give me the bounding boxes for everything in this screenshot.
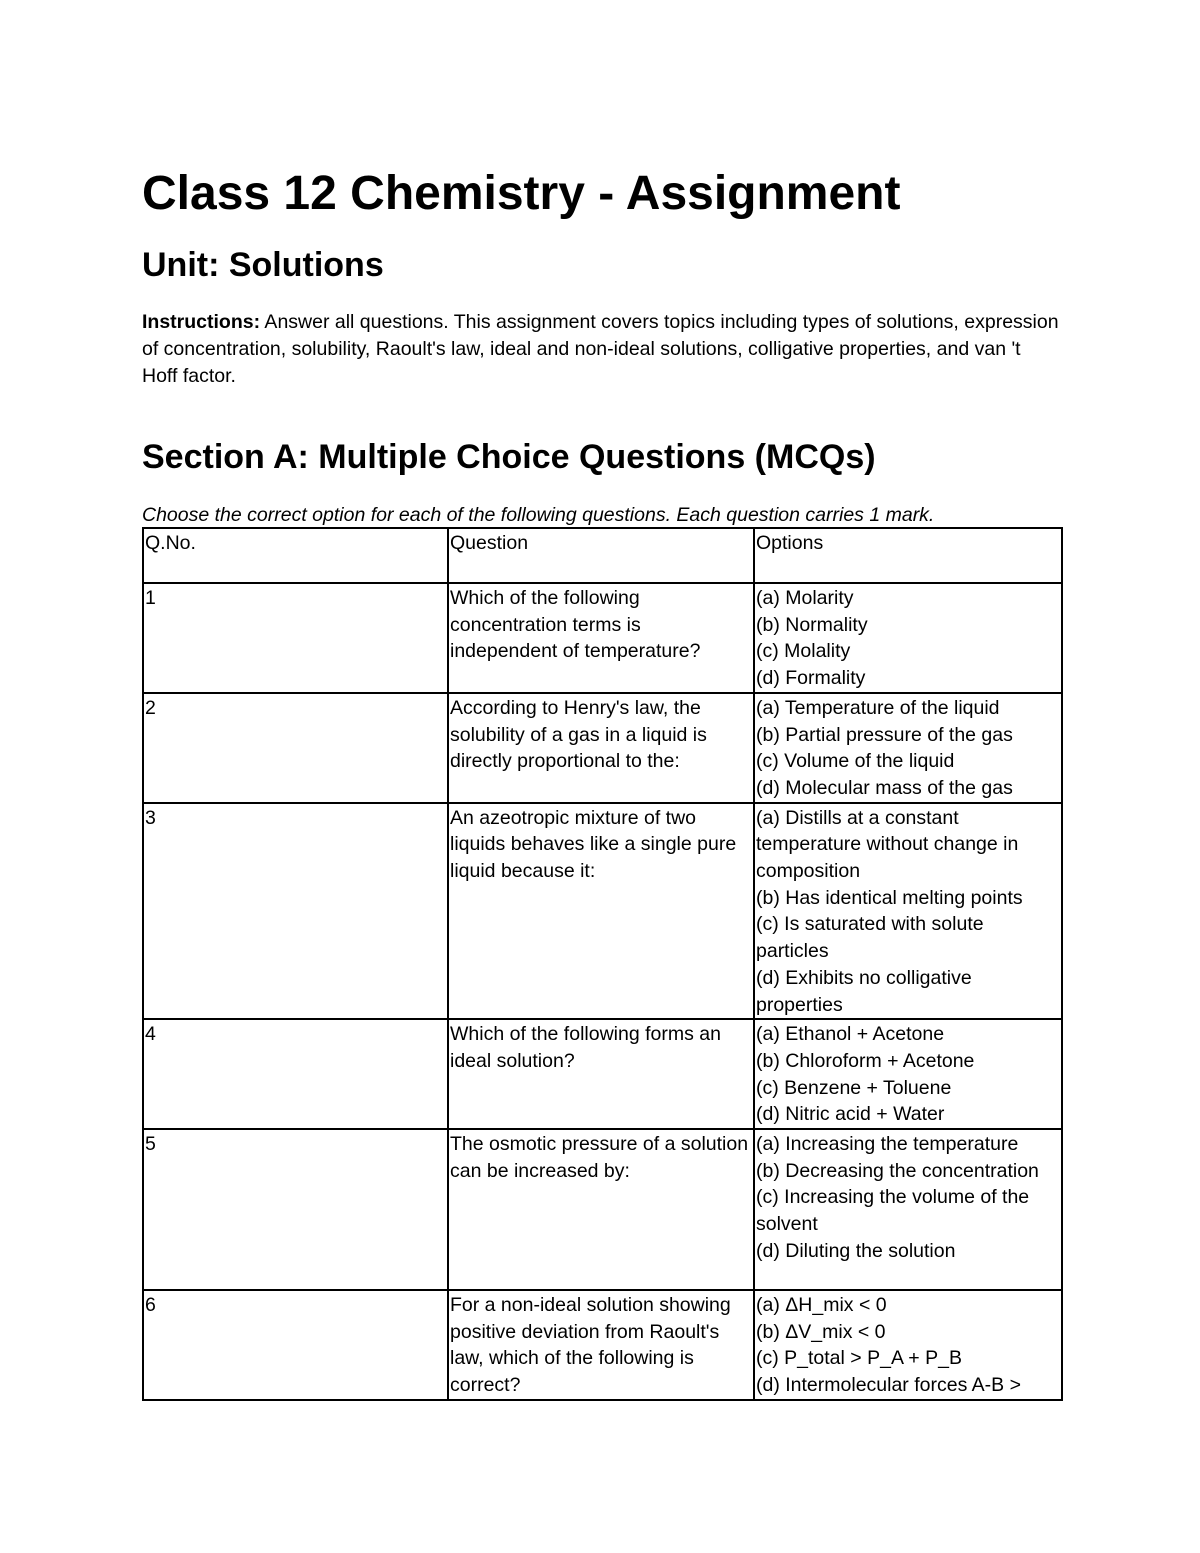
- option-b: (b) ΔV_mix < 0: [756, 1320, 886, 1343]
- header-options: Options: [754, 528, 1062, 583]
- question-text: The osmotic pressure of a solution can be increased by:: [448, 1129, 754, 1290]
- option-c: (c) Is saturated with solute particles: [756, 913, 984, 963]
- table-row: [143, 693, 1062, 803]
- option-d: (d) Exhibits no colligative properties: [756, 966, 972, 1016]
- question-text: Which of the following forms an ideal solution?: [448, 1019, 754, 1129]
- option-a: (a) Ethanol + Acetone: [756, 1023, 945, 1046]
- options-cell: [754, 583, 1062, 693]
- option-a: (a) Distills at a constant temperature without change in composition: [756, 806, 1019, 883]
- option-a: (a) ΔH_mix < 0: [756, 1294, 887, 1317]
- table-header-row: [143, 528, 1062, 583]
- instructions-text: Answer all questions. This assignment covers topics including types of solutions, expression of concentration, solubility, Raoult's law, ideal and non-ideal solutions, colligative properties, and van 't Hoff factor.: [142, 311, 1059, 387]
- question-number: 3: [143, 803, 448, 1020]
- instructions-label: Instructions:: [142, 311, 261, 333]
- options-cell: [754, 1290, 1062, 1400]
- option-c: (c) Molality: [756, 640, 851, 663]
- table-row: [143, 1019, 1062, 1129]
- question-number: 2: [143, 693, 448, 803]
- option-b: (b) Has identical melting points: [756, 886, 1023, 909]
- document-title: Class 12 Chemistry - Assignment: [142, 167, 901, 220]
- options-cell: [754, 1129, 1062, 1290]
- question-number: 5: [143, 1129, 448, 1290]
- option-c: (c) Increasing the volume of the solvent: [756, 1186, 1030, 1236]
- option-b: (b) Normality: [756, 613, 868, 636]
- option-d: (d) Intermolecular forces A-B >: [756, 1374, 1021, 1397]
- option-d: (d) Formality: [756, 667, 866, 690]
- mcq-table: [142, 527, 1063, 1401]
- table-row: [143, 803, 1062, 1020]
- option-b: (b) Chloroform + Acetone: [756, 1049, 975, 1072]
- options-cell: [754, 1019, 1062, 1129]
- header-question: Question: [448, 528, 754, 583]
- option-d: (d) Nitric acid + Water: [756, 1103, 945, 1126]
- section-a-title: Section A: Multiple Choice Questions (MCQs): [142, 438, 876, 476]
- option-b: (b) Decreasing the concentration: [756, 1159, 1039, 1182]
- options-cell: [754, 803, 1062, 1020]
- option-a: (a) Temperature of the liquid: [756, 696, 1000, 719]
- options-cell: [754, 693, 1062, 803]
- question-text: An azeotropic mixture of two liquids behaves like a single pure liquid because it:: [448, 803, 754, 1020]
- option-d: (d) Diluting the solution: [756, 1239, 956, 1262]
- section-a-note: Choose the correct option for each of the following questions. Each question carries 1 mark.: [142, 504, 935, 526]
- table-row: [143, 583, 1062, 693]
- option-c: (c) P_total > P_A + P_B: [756, 1347, 962, 1370]
- table-row: [143, 1129, 1062, 1290]
- instructions-paragraph: [142, 309, 1060, 390]
- option-c: (c) Benzene + Toluene: [756, 1076, 952, 1099]
- option-c: (c) Volume of the liquid: [756, 750, 955, 773]
- question-number: 1: [143, 583, 448, 693]
- question-number: 4: [143, 1019, 448, 1129]
- question-number: 6: [143, 1290, 448, 1400]
- header-qno: Q.No.: [143, 528, 448, 583]
- question-text: Which of the following concentration terms is independent of temperature?: [448, 583, 754, 693]
- option-a: (a) Molarity: [756, 587, 854, 609]
- question-text: For a non-ideal solution showing positive deviation from Raoult's law, which of the following is correct?: [448, 1290, 754, 1400]
- option-d: (d) Molecular mass of the gas: [756, 776, 1013, 799]
- question-text: According to Henry's law, the solubility of a gas in a liquid is directly proportional to the:: [448, 693, 754, 803]
- option-a: (a) Increasing the temperature: [756, 1133, 1019, 1156]
- table-row: [143, 1290, 1062, 1400]
- option-b: (b) Partial pressure of the gas: [756, 723, 1013, 746]
- unit-title: Unit: Solutions: [142, 246, 384, 284]
